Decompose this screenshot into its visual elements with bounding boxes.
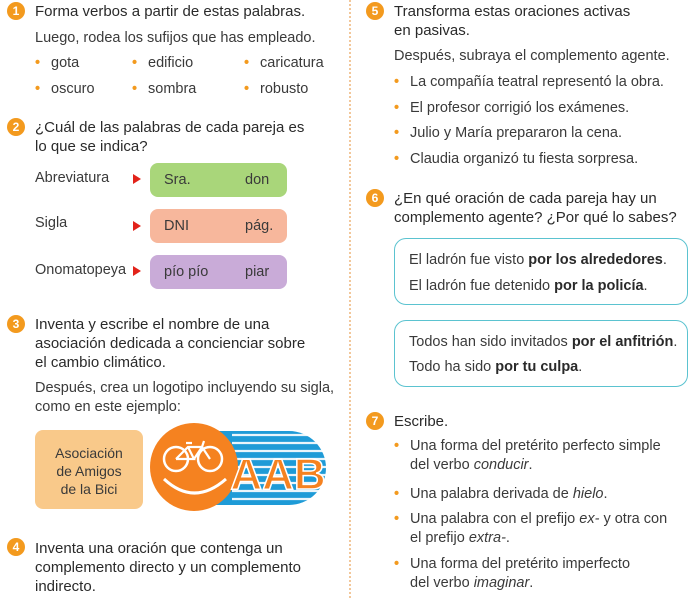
exercise-1-subtitle: Luego, rodea los sufijos que has empleado. [35, 30, 316, 46]
choice-b: don [245, 172, 270, 188]
sentence-pair-box-2 [394, 320, 688, 387]
exercise-7-title: Escribe. [394, 413, 449, 430]
exercise-4-title-line1: Inventa una oración que contenga un [35, 540, 283, 557]
arrow-right-icon [133, 266, 141, 276]
exercise-number-3: 3 [7, 315, 25, 333]
task-item-1: • Una forma del pretérito perfecto simple del verbo conducir. [410, 437, 690, 475]
choice-b: piar [245, 264, 270, 280]
exercise-3-title-line2: asociación dedicada a concienciar sobre [35, 335, 306, 352]
exercise-number-5: 5 [366, 2, 384, 20]
exercise-1-title: Forma verbos a partir de estas palabras. [35, 3, 306, 20]
choice-b: pág. [245, 218, 274, 234]
exercise-number-4: 4 [7, 538, 25, 556]
word-item: • sombra [148, 80, 196, 99]
exercise-3-subtitle-line2: como en este ejemplo: [35, 399, 181, 415]
agent-phrase: por tu culpa [495, 359, 579, 375]
sentence-2a: Todos han sido invitados por el anfitrión. [409, 334, 678, 350]
choice-a: DNI [164, 218, 189, 234]
arrow-right-icon [133, 174, 141, 184]
row-label-sigla: Sigla [35, 215, 68, 231]
association-name-box [35, 430, 143, 509]
task-item-4: • Una forma del pretérito imperfecto del verbo imaginar. [410, 555, 690, 593]
task-item-2: • Una palabra derivada de hielo. [410, 485, 690, 504]
sentence-item: • Julio y María prepararon la cena. [410, 124, 622, 143]
association-line1: Asociación [55, 445, 123, 461]
word-item: • gota [51, 54, 79, 73]
exercise-number-6: 6 [366, 189, 384, 207]
sentence-item: • Claudia organizó tu fiesta sorpresa. [410, 150, 638, 169]
choice-pill-onomatopeya [150, 255, 287, 289]
task-item-3: • Una palabra con el prefijo ex- y otra con el prefijo extra-. [410, 510, 690, 548]
exercise-5-subtitle: Después, subraya el complemento agente. [394, 48, 670, 64]
choice-pill-abreviatura [150, 163, 287, 197]
agent-phrase: por la policía [554, 278, 644, 294]
exercise-5-title-line2: en pasivas. [394, 22, 470, 39]
sentence-item: • La compañía teatral representó la obra. [410, 73, 664, 92]
exercise-2-title-line1: ¿Cuál de las palabras de cada pareja es [35, 119, 305, 136]
sentence-1a: El ladrón fue visto por los alrededores. [409, 252, 667, 268]
logo-sun-icon [150, 423, 238, 511]
row-label-abreviatura: Abreviatura [35, 170, 110, 186]
choice-pill-sigla [150, 209, 287, 243]
exercise-5-title-line1: Transforma estas oraciones activas [394, 3, 631, 20]
association-line2: de Amigos [56, 463, 122, 479]
word-item: • caricatura [260, 54, 324, 73]
exercise-2-title-line2: lo que se indica? [35, 138, 148, 155]
choice-a: Sra. [164, 172, 191, 188]
word-item: • edificio [148, 54, 193, 73]
agent-phrase: por el anfitrión [571, 334, 674, 350]
word-item: • oscuro [51, 80, 95, 99]
exercise-3-subtitle-line1: Después, crea un logotipo incluyendo su sigla, [35, 380, 335, 396]
exercise-number-7: 7 [366, 412, 384, 430]
logo-text: AAB [230, 450, 326, 499]
sentence-item: • El profesor corrigió los exámenes. [410, 99, 629, 118]
exercise-6-title-line1: ¿En qué oración de cada pareja hay un [394, 190, 657, 207]
column-divider [349, 0, 351, 598]
arrow-right-icon [133, 221, 141, 231]
association-line3: de la Bici [60, 481, 118, 497]
exercise-4-title-line2: complemento directo y un complemento [35, 559, 301, 576]
sentence-pair-box-1 [394, 238, 688, 305]
exercise-4-title-line3: indirecto. [35, 578, 96, 595]
agent-phrase: por los alrededores [528, 252, 663, 268]
sentence-2b: Todo ha sido por tu culpa. [409, 359, 583, 375]
exercise-3-title-line3: el cambio climático. [35, 354, 166, 371]
aab-logo [150, 421, 330, 513]
exercise-number-1: 1 [7, 2, 25, 20]
exercise-6-title-line2: complemento agente? ¿Por qué lo sabes? [394, 209, 677, 226]
sentence-1b: El ladrón fue detenido por la policía. [409, 278, 648, 294]
exercise-3-title-line1: Inventa y escribe el nombre de una [35, 316, 270, 333]
word-item: • robusto [260, 80, 308, 99]
exercise-number-2: 2 [7, 118, 25, 136]
choice-a: pío pío [164, 264, 209, 280]
row-label-onomatopeya: Onomatopeya [35, 262, 127, 278]
